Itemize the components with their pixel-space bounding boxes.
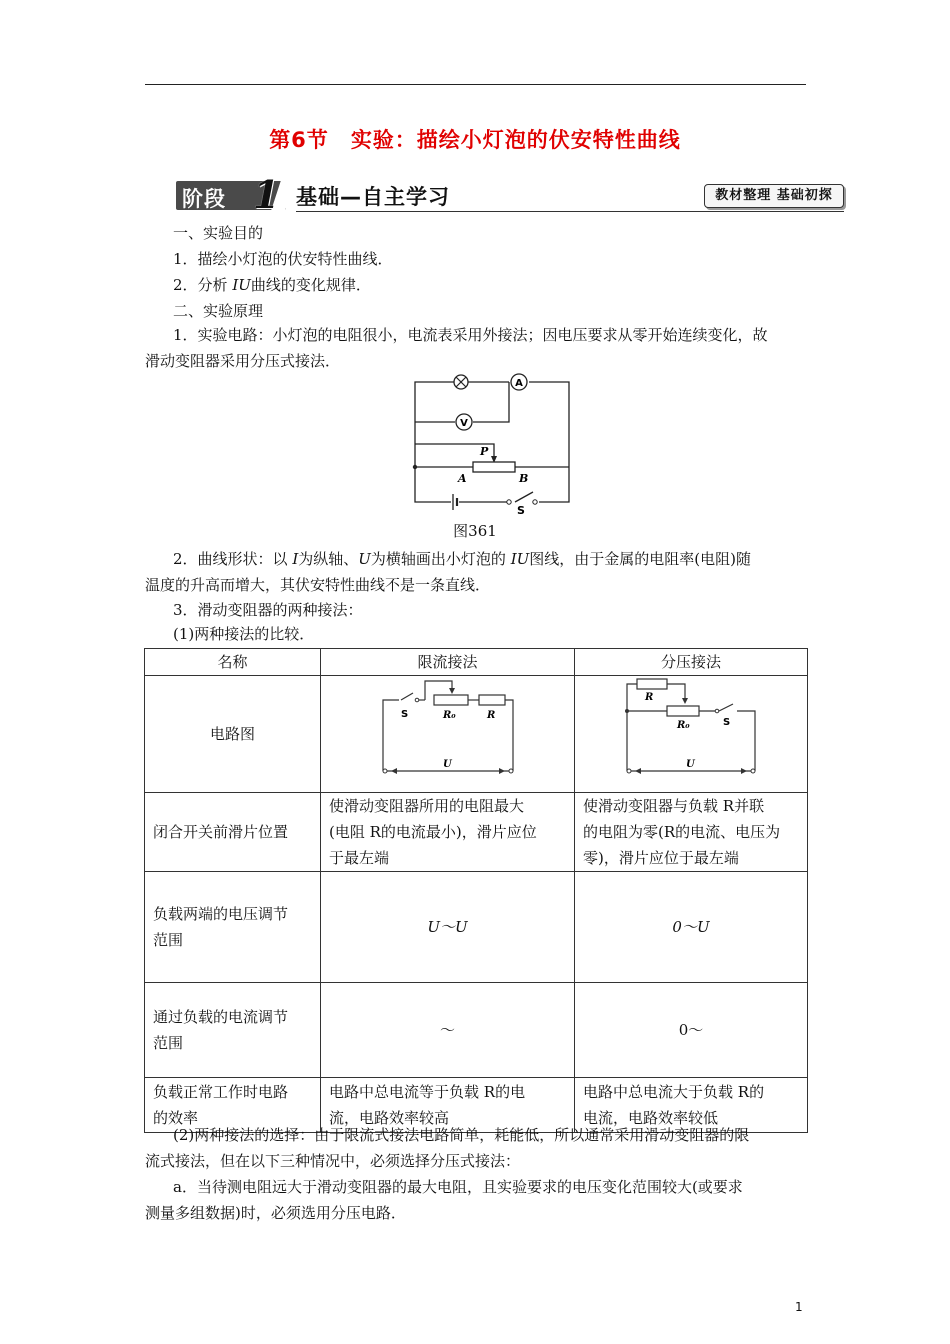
purpose-item-2-post: 曲线的变化规律． bbox=[250, 276, 371, 294]
table-row bbox=[145, 872, 808, 983]
limit-arrow-left bbox=[391, 768, 397, 774]
rheostat-heading: 3．滑动变阻器的两种接法： bbox=[173, 601, 363, 619]
divider-switch-terminal bbox=[715, 709, 719, 713]
row-current-label-line: 范围 bbox=[153, 1034, 184, 1052]
limit-rheostat-label: R₀ bbox=[443, 710, 456, 721]
purpose-item-2-var: IU bbox=[232, 276, 251, 294]
row-slider-label: 闭合开关前滑片位置 bbox=[145, 793, 321, 872]
limit-slider-arrow bbox=[449, 688, 455, 694]
slider-label: P bbox=[480, 445, 489, 458]
limit-slider-line: 使滑动变阻器所用的电阻最大 bbox=[329, 797, 525, 815]
limit-switch-label: S bbox=[401, 709, 409, 720]
curve-shape-var-iu: IU bbox=[510, 550, 530, 568]
choice-line-3: a．当待测电阻远大于滑动变阻器的最大电阻，且实验要求的电压变化范围较大(或要求 bbox=[173, 1178, 743, 1196]
purpose-item-2 bbox=[173, 272, 371, 298]
limit-load-label: R bbox=[487, 710, 496, 721]
limit-switch-terminal bbox=[415, 698, 419, 702]
limit-terminal-left bbox=[383, 769, 387, 773]
divider-efficiency-line: 电流，电路效率较低 bbox=[583, 1109, 719, 1127]
table-row bbox=[145, 649, 808, 676]
switch-terminal-left bbox=[507, 500, 511, 504]
limit-efficiency-line: 电路中总电流等于负载 R的电 bbox=[329, 1083, 526, 1101]
curve-shape-text-c: 为横轴画出小灯泡的 bbox=[370, 550, 511, 568]
section-number: 第6节 bbox=[269, 128, 329, 152]
limit-efficiency-line: 流，电路效率较高 bbox=[329, 1109, 450, 1127]
divider-slider-arrow bbox=[682, 698, 688, 704]
choice-line-4: 测量多组数据)时，必须选用分压电路． bbox=[145, 1204, 406, 1222]
section1-heading: 一、实验目的 bbox=[173, 224, 264, 242]
divider-circuit-diagram bbox=[575, 676, 808, 784]
divider-rheostat-body bbox=[667, 706, 699, 716]
row-current-label-line: 通过负载的电流调节 bbox=[153, 1008, 289, 1026]
switch-arm bbox=[515, 492, 533, 502]
rheostat-body bbox=[473, 462, 515, 472]
limit-rheostat-body bbox=[434, 695, 468, 705]
divider-circuit-cell bbox=[575, 676, 808, 793]
limit-circuit-diagram bbox=[321, 676, 575, 784]
divider-source-label: U bbox=[686, 759, 695, 770]
divider-wire-left bbox=[627, 711, 667, 771]
divider-terminal-right bbox=[751, 769, 755, 773]
divider-arrow-left bbox=[635, 768, 641, 774]
wire-right bbox=[529, 382, 569, 502]
row-current-label bbox=[145, 983, 321, 1078]
end-b-label: B bbox=[519, 472, 529, 485]
divider-wire-load-left bbox=[627, 684, 637, 711]
curve-shape-text-d: 图线，由于金属的电阻率(电阻)随 bbox=[529, 550, 751, 568]
switch-label: S bbox=[517, 504, 525, 517]
divider-efficiency-line: 电路中总电流大于负载 R的 bbox=[583, 1083, 765, 1101]
limit-wire-left bbox=[383, 700, 399, 771]
divider-terminal-left bbox=[627, 769, 631, 773]
section2-heading: 二、实验原理 bbox=[173, 302, 264, 320]
divider-slider-line: 的电阻为零(R的电流、电压为 bbox=[583, 823, 781, 841]
curve-shape-text-b: 为纵轴、 bbox=[298, 550, 359, 568]
divider-load-label: R bbox=[645, 692, 654, 703]
row-voltage-label bbox=[145, 872, 321, 983]
comparison-heading: (1)两种接法的比较． bbox=[173, 625, 315, 643]
comparison-table bbox=[144, 648, 808, 1133]
stage-label: 阶段 bbox=[182, 187, 226, 211]
limit-slider-line: (电阻 R的电流最小)，滑片应位 bbox=[329, 823, 537, 841]
divider-junction bbox=[625, 709, 629, 713]
divider-arrow-right bbox=[741, 768, 747, 774]
limit-terminal-right bbox=[509, 769, 513, 773]
limit-wire-right bbox=[505, 700, 513, 771]
header-divider: 分压接法 bbox=[575, 649, 808, 676]
divider-switch-arm bbox=[719, 704, 733, 711]
limit-source-label: U bbox=[443, 759, 452, 770]
limit-circuit-cell bbox=[321, 676, 575, 793]
stage-banner bbox=[176, 172, 846, 217]
end-a-label: A bbox=[458, 472, 467, 485]
stage-tag: 教材整理 基础初探 bbox=[704, 184, 844, 208]
table-row bbox=[145, 793, 808, 872]
row-voltage-label-line: 负载两端的电压调节 bbox=[153, 905, 289, 923]
experiment-circuit-figure bbox=[405, 372, 580, 517]
junction-dot bbox=[413, 465, 417, 469]
row-voltage-label-line: 范围 bbox=[153, 931, 184, 949]
purpose-item-2-pre: 2．分析 bbox=[173, 276, 233, 294]
curve-shape-line-2: 温度的升高而增大，其伏安特性曲线不是一条直线． bbox=[145, 576, 491, 594]
limit-switch-arm bbox=[401, 693, 413, 700]
divider-slider-line: 使滑动变阻器与负载 R并联 bbox=[583, 797, 765, 815]
table-row bbox=[145, 676, 808, 793]
limit-slider-line: 于最左端 bbox=[329, 849, 390, 867]
figure-caption: 图361 bbox=[453, 522, 497, 540]
row-efficiency-label-line: 的效率 bbox=[153, 1109, 199, 1127]
header-limit: 限流接法 bbox=[321, 649, 575, 676]
choice-line-2: 流式接法，但在以下三种情况中，必须选择分压式接法： bbox=[145, 1152, 521, 1170]
divider-current-range: 0～ bbox=[575, 983, 808, 1078]
divider-rheostat-label: R₀ bbox=[677, 720, 690, 731]
stage-underline bbox=[296, 211, 844, 212]
limit-voltage-range: U～U bbox=[321, 872, 575, 983]
principle-line-2: 滑动变阻器采用分压式接法． bbox=[145, 352, 341, 370]
curve-shape-text-a: 2．曲线形状：以 bbox=[173, 550, 293, 568]
page-number: 1 bbox=[795, 1300, 803, 1314]
purpose-item-1: 1．描绘小灯泡的伏安特性曲线． bbox=[173, 250, 393, 268]
header-rule bbox=[145, 84, 806, 85]
divider-slider-cell bbox=[575, 793, 808, 872]
curve-shape-line-1 bbox=[173, 546, 751, 572]
limit-slider-cell bbox=[321, 793, 575, 872]
voltmeter-label: V bbox=[460, 418, 468, 429]
ammeter-label: A bbox=[515, 378, 523, 389]
divider-wire-right bbox=[737, 711, 755, 771]
limit-arrow-right bbox=[499, 768, 505, 774]
table-row bbox=[145, 983, 808, 1078]
wire-left bbox=[415, 382, 457, 502]
page-title bbox=[0, 124, 950, 154]
choice-line-1: (2)两种接法的选择：由于限流式接法电路简单，耗能低，所以通常采用滑动变阻器的限 bbox=[173, 1126, 750, 1144]
header-name: 名称 bbox=[145, 649, 321, 676]
stage-number: 1 bbox=[253, 172, 280, 217]
divider-switch-label: S bbox=[723, 717, 731, 728]
principle-line-1: 1．实验电路：小灯泡的电阻很小，电流表采用外接法；因电压要求从零开始连续变化，故 bbox=[173, 326, 768, 344]
switch-terminal-right bbox=[533, 500, 537, 504]
divider-load-body bbox=[637, 679, 667, 689]
limit-current-range: ～ bbox=[321, 983, 575, 1078]
limit-load-body bbox=[479, 695, 505, 705]
divider-wire-load-right bbox=[667, 684, 685, 698]
row-efficiency-label-line: 负载正常工作时电路 bbox=[153, 1083, 289, 1101]
curve-shape-var-i: I bbox=[292, 550, 299, 568]
divider-slider-line: 零)，滑片应位于最左端 bbox=[583, 849, 739, 867]
stage-name: 基础—自主学习 bbox=[296, 185, 450, 209]
curve-shape-var-u: U bbox=[358, 550, 371, 568]
section-title: 实验：描绘小灯泡的伏安特性曲线 bbox=[350, 128, 681, 152]
divider-voltage-range: 0～U bbox=[575, 872, 808, 983]
row-circuit-label: 电路图 bbox=[145, 676, 321, 793]
wire-volt-right bbox=[473, 382, 509, 422]
